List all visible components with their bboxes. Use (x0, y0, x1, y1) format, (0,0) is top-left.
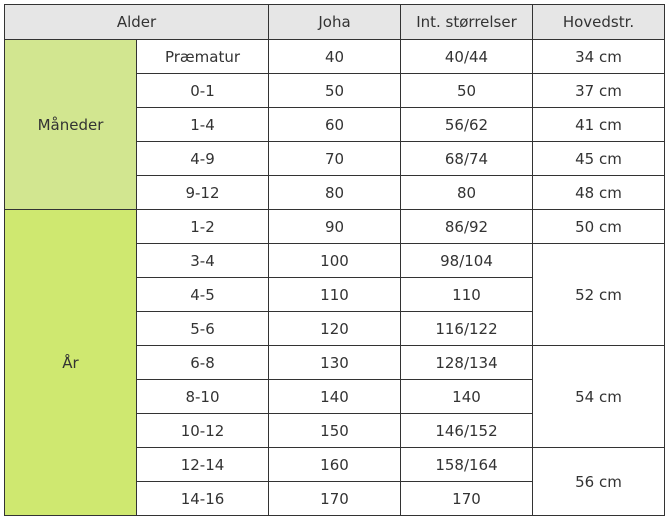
header-alder: Alder (5, 5, 269, 40)
age-cell: 14-16 (137, 482, 269, 516)
table-row (5, 210, 665, 244)
head-size-cell: 41 cm (533, 108, 665, 142)
age-cell: 12-14 (137, 448, 269, 482)
int-size-cell: 98/104 (401, 244, 533, 278)
joha-cell: 50 (269, 74, 401, 108)
joha-cell: 100 (269, 244, 401, 278)
age-cell: 1-2 (137, 210, 269, 244)
head-size-cell: 48 cm (533, 176, 665, 210)
head-size-cell: 45 cm (533, 142, 665, 176)
joha-cell: 140 (269, 380, 401, 414)
age-cell: 4-9 (137, 142, 269, 176)
int-size-cell: 170 (401, 482, 533, 516)
age-cell: 4-5 (137, 278, 269, 312)
int-size-cell: 68/74 (401, 142, 533, 176)
age-cell: 0-1 (137, 74, 269, 108)
joha-cell: 120 (269, 312, 401, 346)
age-cell: 6-8 (137, 346, 269, 380)
joha-cell: 60 (269, 108, 401, 142)
joha-cell: 130 (269, 346, 401, 380)
int-size-cell: 146/152 (401, 414, 533, 448)
age-cell: 5-6 (137, 312, 269, 346)
header-hovedstr: Hovedstr. (533, 5, 665, 40)
int-size-cell: 158/164 (401, 448, 533, 482)
int-size-cell: 128/134 (401, 346, 533, 380)
age-cell: 10-12 (137, 414, 269, 448)
joha-cell: 40 (269, 40, 401, 74)
int-size-cell: 110 (401, 278, 533, 312)
head-size-cell: 52 cm (533, 244, 665, 346)
joha-cell: 90 (269, 210, 401, 244)
age-cell: Præmatur (137, 40, 269, 74)
int-size-cell: 50 (401, 74, 533, 108)
head-size-cell: 56 cm (533, 448, 665, 516)
header-row (5, 5, 665, 40)
joha-cell: 80 (269, 176, 401, 210)
joha-cell: 110 (269, 278, 401, 312)
joha-cell: 170 (269, 482, 401, 516)
int-size-cell: 140 (401, 380, 533, 414)
int-size-cell: 116/122 (401, 312, 533, 346)
group-months-label: Måneder (5, 40, 137, 210)
header-joha: Joha (269, 5, 401, 40)
table-row (5, 40, 665, 74)
head-size-cell: 54 cm (533, 346, 665, 448)
int-size-cell: 80 (401, 176, 533, 210)
head-size-cell: 50 cm (533, 210, 665, 244)
size-chart-table (4, 4, 665, 516)
int-size-cell: 86/92 (401, 210, 533, 244)
age-cell: 8-10 (137, 380, 269, 414)
head-size-cell: 34 cm (533, 40, 665, 74)
int-size-cell: 56/62 (401, 108, 533, 142)
int-size-cell: 40/44 (401, 40, 533, 74)
group-years-label: År (5, 210, 137, 516)
joha-cell: 150 (269, 414, 401, 448)
joha-cell: 70 (269, 142, 401, 176)
age-cell: 1-4 (137, 108, 269, 142)
age-cell: 3-4 (137, 244, 269, 278)
head-size-cell: 37 cm (533, 74, 665, 108)
header-int-sizes: Int. størrelser (401, 5, 533, 40)
joha-cell: 160 (269, 448, 401, 482)
age-cell: 9-12 (137, 176, 269, 210)
